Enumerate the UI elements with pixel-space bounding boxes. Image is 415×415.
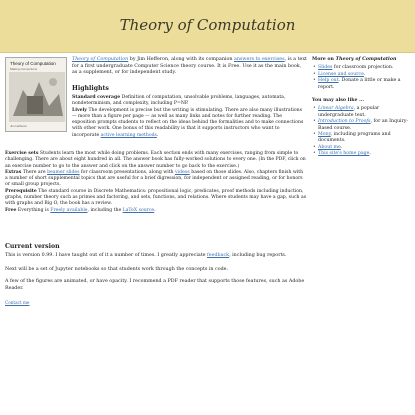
sidebar-item-linear-algebra: • Linear Algebra, a popular undergraduate text. <box>318 106 412 119</box>
freely-available-link[interactable]: Freely available <box>50 207 88 213</box>
sidebar-item-about: • About me. <box>318 145 412 151</box>
mony-link[interactable]: Mony <box>318 132 331 138</box>
highlights-wide <box>5 151 307 214</box>
cover-title: Theory of Computation <box>10 61 56 66</box>
intro-paragraph: Theory of Computation by Jim Hefferon, along with its companion answers to exercises, is a text for a first undergraduate Computer Science theory course. It is Free. Use it as the main book, as a supplement, or for independent study. <box>72 57 307 76</box>
current-version-heading: Current version <box>5 243 60 250</box>
book-cover-image[interactable] <box>5 57 67 132</box>
license-link[interactable]: License and source <box>318 71 364 77</box>
highlights-list <box>72 95 307 139</box>
sidebar-item-help: • Help out. Donate a little or make a report. <box>318 78 412 91</box>
sidebar-item-license: • License and source. <box>318 72 412 78</box>
home-page-link[interactable]: This site's home page <box>318 151 370 157</box>
latex-source-link[interactable]: LaTeX source <box>122 207 155 213</box>
sidebar-also-heading: You may also like ... <box>312 98 364 104</box>
cover-subtitle: Making Connections <box>10 67 38 71</box>
highlight-extras: Extras There are beamer slides for classroom presentations, along with videos based on those slides. Also, chapters finish with a number of short supplemental topics that are useful for a brief digression, for independent or assigned reading, or for honors or small group projects. <box>5 169 304 188</box>
highlights-heading: Highlights <box>72 85 109 92</box>
active-learning-link[interactable]: active learning methods <box>100 132 157 138</box>
cover-author: Jim Hefferon <box>10 124 27 128</box>
beamer-slides-link[interactable]: beamer slides <box>47 169 80 175</box>
highlight-coverage: Standard coverage Definition of computation, unsolvable problems, languages, automata, nondeterminism, and complexity, including P=NP. <box>72 95 286 107</box>
sidebar-item-slides: • Slides for classroom projection. <box>318 65 412 71</box>
sidebar-more-list <box>312 65 412 91</box>
highlight-lively: Lively The development is precise but the writing is stimulating. There are also many illustrations — more than a figure per page — as well as many links and notes for further reading. The exposition prompts students to reflect on the ideas behind the formalities and to make connections with other work. One bonus of this readability is that it supports instructors who want to incorporate active learning methods. <box>72 107 304 138</box>
feedback-link[interactable]: feedback <box>207 253 230 258</box>
about-me-link[interactable]: About me <box>318 144 341 150</box>
pdf-reader-paragraph: A few of the figures are animated, or have opacity. I recommend a PDF reader that supports those features, such as Adobe Reader. <box>5 279 305 291</box>
slides-link[interactable]: Slides <box>318 65 333 71</box>
answers-link[interactable]: answers to exercises <box>233 57 285 62</box>
sidebar-also-list <box>312 106 412 157</box>
book-link[interactable]: Theory of Computation <box>72 57 129 62</box>
videos-link[interactable]: videos <box>174 169 190 175</box>
sidebar-item-mony: • Mony, including programs and documents. <box>318 132 412 145</box>
sidebar-item-proofs: • Introduction to Proofs, for an Inquiry-Based course. <box>318 119 412 132</box>
linear-algebra-link[interactable]: Linear Algebra <box>318 106 354 112</box>
jupyter-paragraph: Next will be a set of Jupyter notebooks so that students work through the concepts in code. <box>5 267 229 272</box>
version-paragraph: This is version 0.99. I have taught out of it a number of times. I greatly appreciate feedback, including bug reports. <box>5 253 287 258</box>
contact-link[interactable]: Contact me <box>5 300 30 305</box>
highlight-prerequisite: Prerequisite The standard course in Discrete Mathematics: propositional logic, predicates, proof methods including induction, graphs, number theory such as primes and factoring, and sets, functions, and relations. Where students may have a gap, such as with graphs and Big O, the book has a review. <box>5 188 307 207</box>
page-title: Theory of Computation <box>119 16 296 34</box>
cover-illustration-icon <box>9 72 65 122</box>
highlight-free: Free Everything is Freely available, including the LaTeX source. <box>5 207 156 213</box>
sidebar-more-heading: More on Theory of Computation <box>312 57 397 62</box>
highlight-exercises: Exercise sets Students learn the most while doing problems. Each section ends with many exercises, ranging from simple to challenging. There are about eight hundred in all. The answer book has fully-worked solutions to every one. (In the PDF, click on an exercise number to go to the answer and click on the answer number to go back to the exercise.) <box>5 151 306 169</box>
header-banner <box>0 0 415 53</box>
proofs-link[interactable]: Introduction to Proofs <box>318 119 371 125</box>
sidebar-item-home: • This site's home page. <box>318 151 412 157</box>
help-out-link[interactable]: Help out <box>318 78 339 84</box>
sidebar <box>312 57 412 165</box>
